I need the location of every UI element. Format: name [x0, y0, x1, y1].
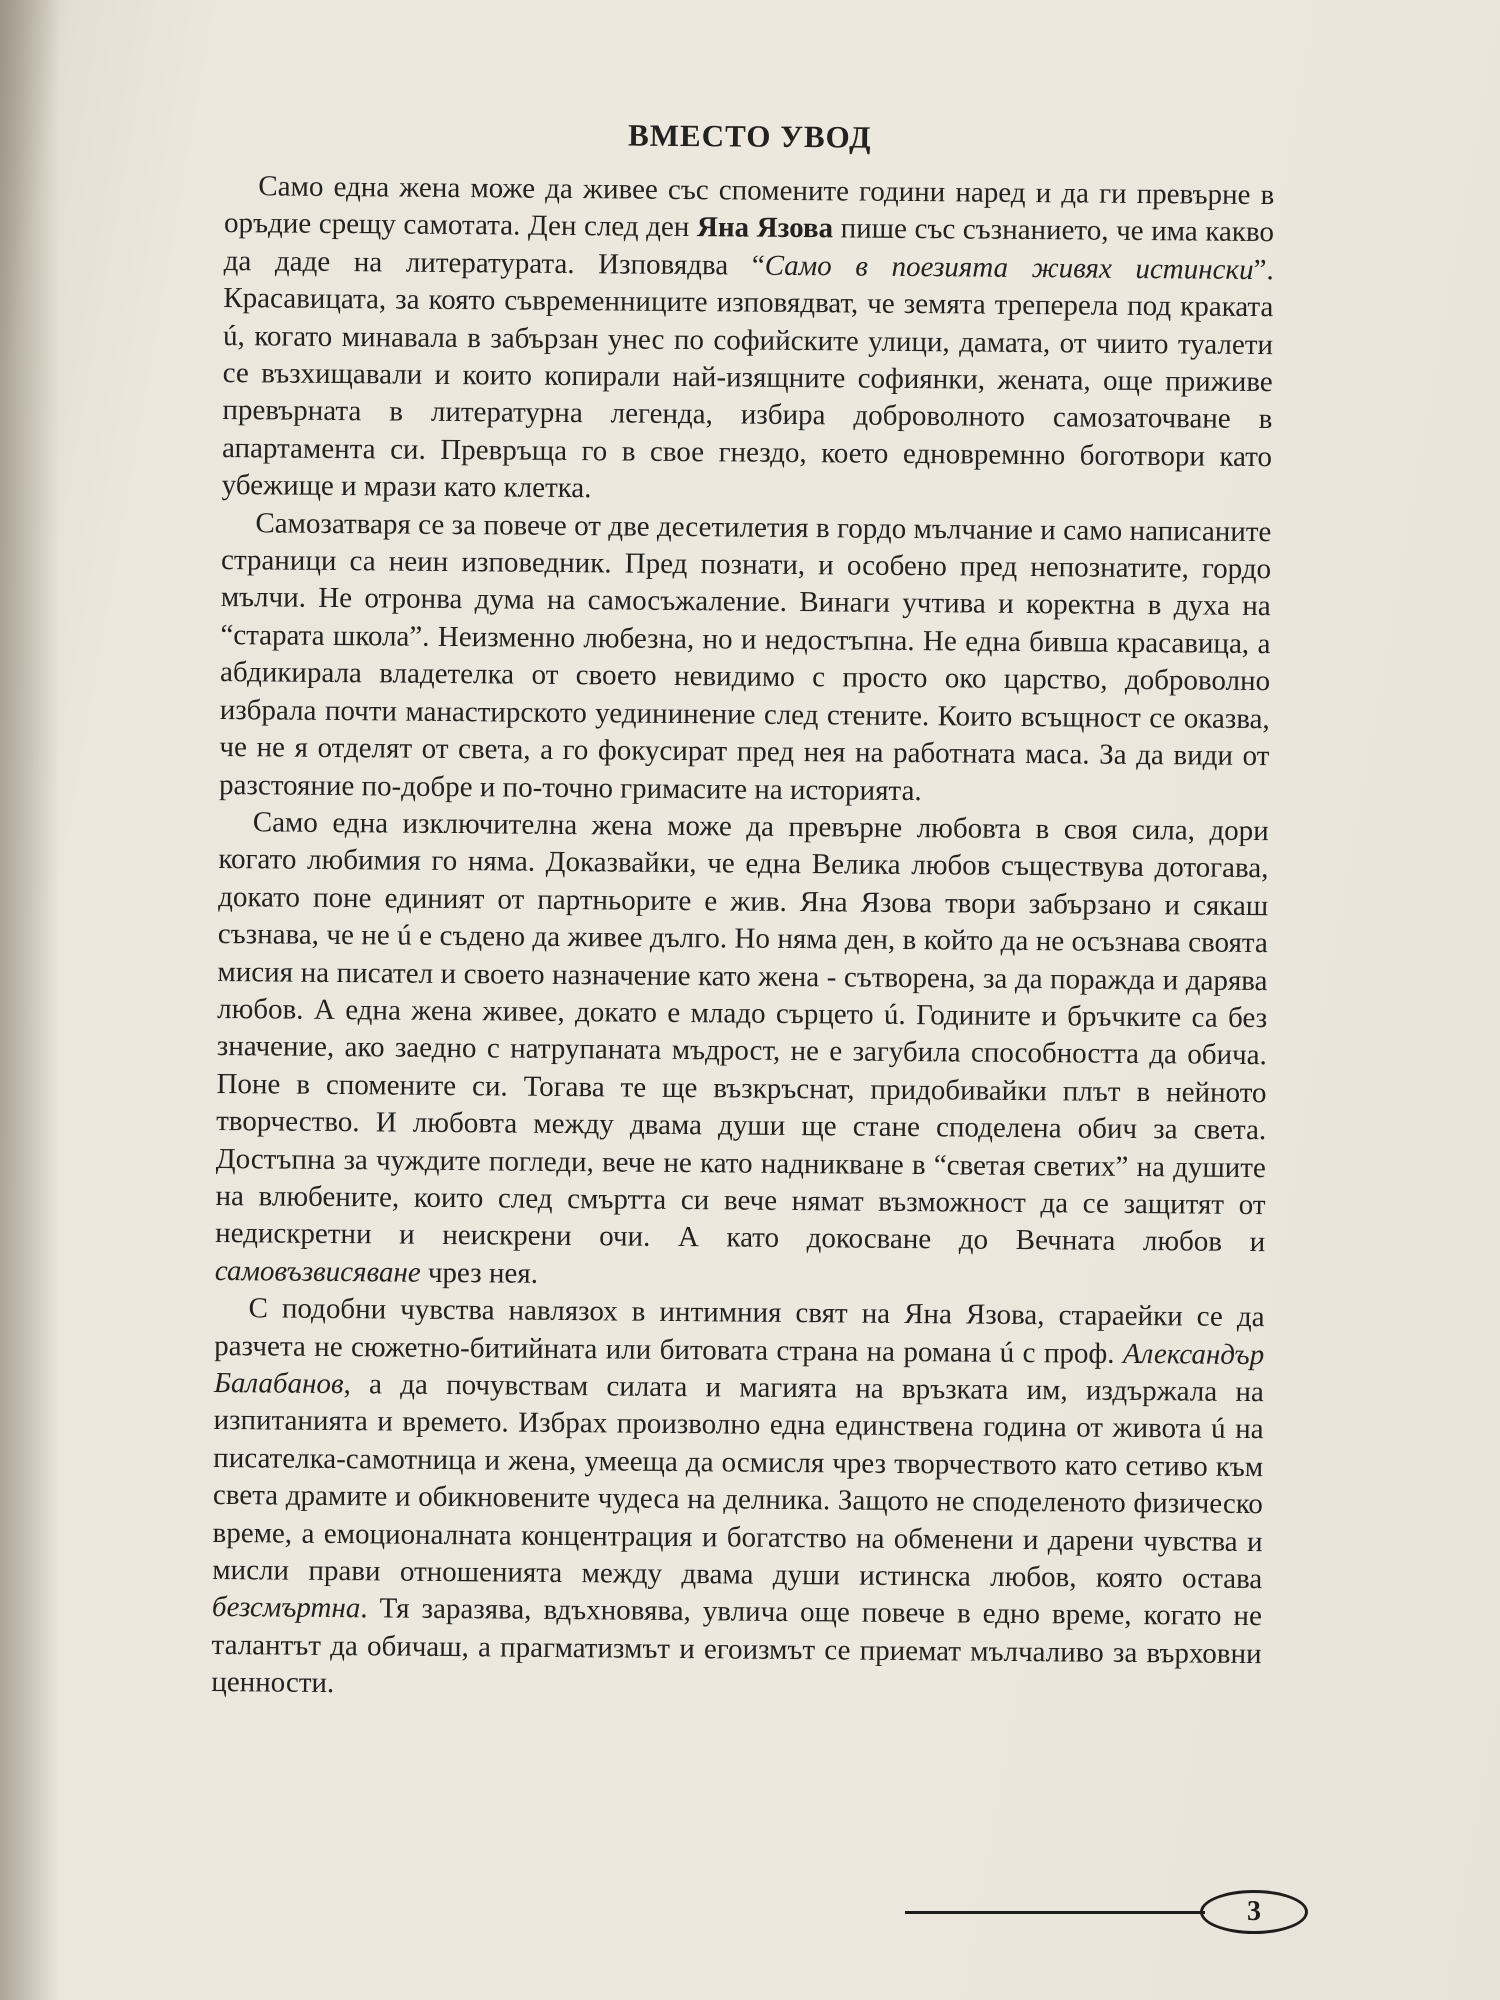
paragraph: [211, 1290, 1265, 1711]
italic-text: Александър Балабанов: [213, 1337, 1265, 1401]
italic-text: самовъзвисяване: [214, 1254, 421, 1289]
text-run: Само една жена може да живее със спомените години наред и да ги превърне в оръдие срещу самотата. Ден след ден: [223, 170, 1275, 244]
page-footer: [905, 1890, 1305, 1940]
text-run: С подобни чувства навлязох в интимния свят на Яна Язова, стараейки се да разчета не сюжетно-битийната или битовата страна на романа ú с проф.: [214, 1292, 1265, 1370]
text-run: , а да почувствам силата и магията на връзката им, издържала на изпитанията и времето. Избрах произволно една единствена година от живота ú на писателка-самотница и жена, умееща да осмисля чрез творчеството като сетиво към света драмите и обикновените чудеса на делника. Защото не споделеното физическо време, а емоционалната концентрация и богатство на обменени и дарени чувства и мисли прави отношенията между двама души истинска любов, която остава: [212, 1368, 1265, 1596]
text-run: пише със съзнанието, че има какво да даде на литературата. Изповядва “: [223, 212, 1275, 282]
gutter-shadow: [0, 0, 60, 2000]
paragraph: [215, 804, 1269, 1299]
text-run: Само една изключителна жена може да превърне любовта в своя сила, дори когато любимия го няма. Доказвайки, че една Велика любов съществува дотогава, докато поне единият от партньорите е жив. Яна Язова твори забързано и сякаш съзнава, че не ú е съдено да живее дълго. Но няма ден, в който да не осъзнава своята мисия на писател и своето назначение като жена - сътворена, за да поражда и дарява любов. А една жена живее, докато е младо сърцето ú. Годините и бръчките са без значение, ако заедно с натрупаната мъдрост, не е загубила способността да обича. Поне в спомените си. Тогава те ще възкръснат, придобивайки плът в нейното творчество. И любовта между двама души ще стане споделена обич за света. Достъпна за чуждите погледи, вече не като надникване в “светая светих” на душите на влюбените, които след смъртта си вече нямат възможност да се защитят от недискретни и неискрени очи. А като докосване до Вечната любов и: [215, 806, 1269, 1259]
page-number: 3: [1200, 1890, 1308, 1934]
italic-text: безсмъртна: [211, 1591, 361, 1625]
footer-rule: [905, 1911, 1205, 1914]
text-block: [211, 112, 1275, 1711]
body-text: [211, 168, 1274, 1711]
chapter-title: ВМЕСТО УВОД: [627, 117, 872, 155]
italic-text: Само в поезията живях истински: [764, 249, 1254, 286]
text-run: Самозатваря се за повече от две десетилетия в гордо мълчание и само написаните страници са неин изповедник. Пред познати, и особено пред непознатите, гордо мълчи. Не отронва дума на самосъжаление. Винаги учтива и коректна в духа на “старата школа”. Неизменно любезна, но и недостъпна. Не една бивша красавица, а абдикирала владетелка от своето невидимо с просто око царство, доброволно избрала почти манастирското уедининение след стените. Които всъщност се оказва, че не я отделят от света, а го фокусират пред нея на работната маса. За да види от разстояние по-добре и по-точно гримасите на историята.: [218, 506, 1272, 807]
paragraph: [219, 505, 1272, 813]
text-run: ”. Красавицата, за която съвременниците изповядват, че земята треперела под краката ú, когато минавала в забързан унес по софийските улици, дамата, от чиито туалети се възхищавали и които копирали най-изящните софиянки, жената, още приживе превърната в литературна легенда, избира доброволното самозаточване в апартамента си. Превръща го в свое гнездо, което едновремнно боготвори като убежище и мрази като клетка.: [221, 253, 1274, 505]
bold-text: Яна Язова: [696, 211, 834, 245]
paragraph: [222, 168, 1275, 514]
text-run: чрез нея.: [420, 1256, 539, 1290]
text-run: . Тя заразява, вдъхновява, увлича още повече в едно време, когато не талантът да обичаш, а прагматизмът и егоизмът се приемат мълчаливо за върховни ценности.: [211, 1592, 1263, 1700]
